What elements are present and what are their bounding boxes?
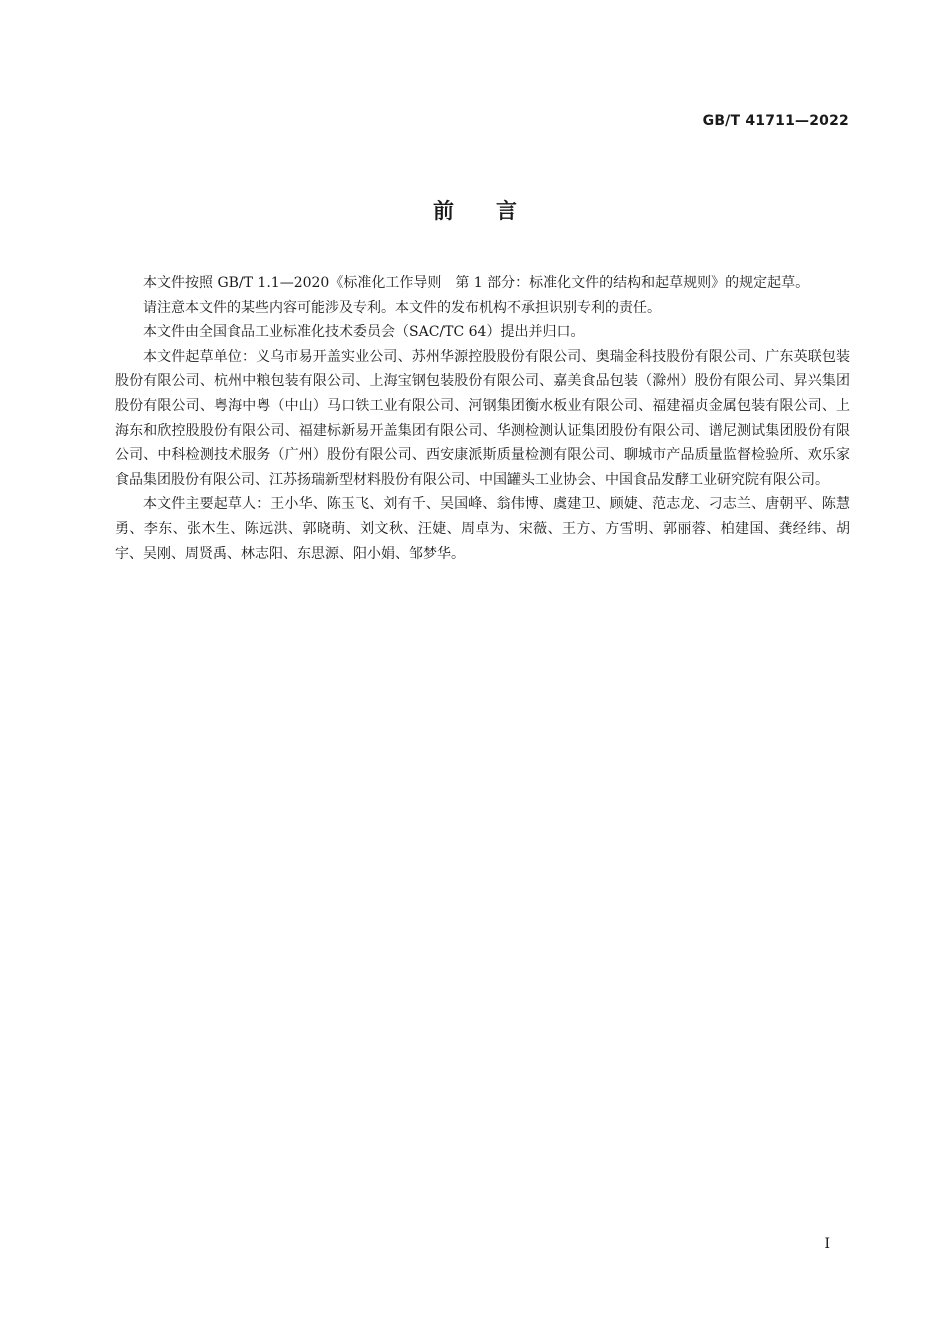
paragraph-proposer: 本文件由全国食品工业标准化技术委员会（SAC/TC 64）提出并归口。: [143, 324, 585, 341]
standard-number: GB/T 41711—2022: [702, 113, 849, 129]
paragraph-patent-notice: 请注意本文件的某些内容可能涉及专利。本文件的发布机构不承担识别专利的责任。: [143, 299, 661, 316]
paragraph-drafters: 本文件主要起草人：王小华、陈玉飞、刘有千、吴国峰、翁伟博、虞建卫、顾婕、范志龙、刁志兰、唐朝平、陈慧勇、李东、张木生、陈远洪、郭晓萌、刘文秋、汪婕、周卓为、宋薇、王方、方雪明、郭丽蓉、柏建国、龚经纬、胡宇、吴刚、周贤禹、林志阳、东思源、阳小娟、邹梦华。: [115, 496, 850, 562]
document-body: [115, 271, 850, 566]
page-title: 前言: [433, 199, 559, 223]
page-number: I: [824, 1236, 830, 1252]
paragraph-drafting-rules: 本文件按照 GB/T 1.1—2020《标准化工作导则 第 1 部分：标准化文件的结构和起草规则》的规定起草。: [143, 275, 810, 291]
paragraph-drafting-units: 本文件起草单位：义乌市易开盖实业公司、苏州华源控股股份有限公司、奥瑞金科技股份有限公司、广东英联包装股份有限公司、杭州中粮包装有限公司、上海宝钢包装股份有限公司、嘉美食品包装（滁州）股份有限公司、昇兴集团股份有限公司、粤海中粤（中山）马口铁工业有限公司、河钢集团衡水板业有限公司、福建福贞金属包装有限公司、上海东和欣控股股份有限公司、福建标新易开盖集团有限公司、华测检测认证集团股份有限公司、谱尼测试集团股份有限公司、中科检测技术服务（广州）股份有限公司、西安康派斯质量检测有限公司、聊城市产品质量监督检验所、欢乐家食品集团股份有限公司、江苏扬瑞新型材料股份有限公司、中国罐头工业协会、中国食品发酵工业研究院有限公司。: [115, 348, 850, 488]
